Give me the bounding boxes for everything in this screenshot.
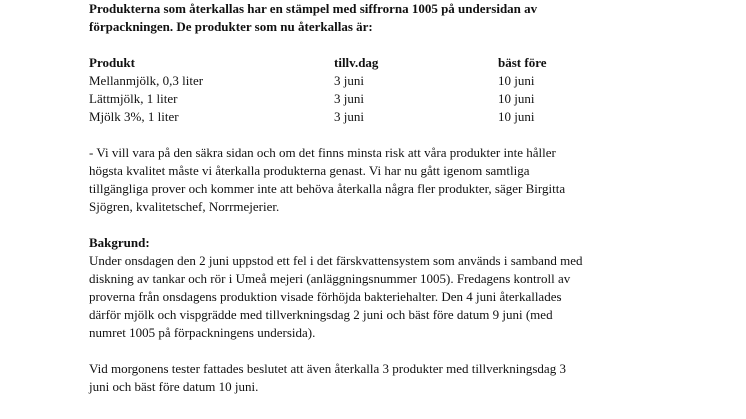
product-name-cell: Lättmjölk, 1 liter — [89, 91, 178, 106]
table-row — [89, 90, 618, 108]
quote-paragraph — [89, 144, 719, 216]
background-line: Under onsdagen den 2 juni uppstod ett fel i det färskvattensystem som används i samband med — [89, 253, 583, 268]
best-before-cell: 10 juni — [498, 109, 535, 124]
column-header-production-date: tillv.dag — [334, 55, 379, 70]
recalled-products-table — [89, 54, 618, 126]
background-line: numret 1005 på förpackningens undersida). — [89, 325, 316, 340]
quote-line: - Vi vill vara på den säkra sidan och om det finns minsta risk att våra produkter inte håller — [89, 145, 556, 160]
background-line: proverna från onsdagens produktion visade förhöjda bakteriehalter. Den 4 juni återkallades — [89, 289, 562, 304]
background-line: diskning av tankar och rör i Umeå mejeri (anläggningsnummer 1005). Fredagens kontroll av — [89, 271, 571, 286]
table-row — [89, 108, 618, 126]
quote-line: Sjögren, kvalitetschef, Norrmejerier. — [89, 199, 280, 214]
background-paragraph — [89, 252, 719, 342]
production-date-cell: 3 juni — [334, 73, 364, 88]
quote-line: högsta kvalitet måste vi återkalla produkterna genast. Vi har nu gått igenom samtliga — [89, 163, 530, 178]
quote-line: tillgängliga prover och kommer inte att behöva återkalla några fler produkter, säger Birgitta — [89, 181, 566, 196]
product-name-cell: Mjölk 3%, 1 liter — [89, 109, 179, 124]
best-before-cell: 10 juni — [498, 73, 535, 88]
document-body — [89, 0, 719, 396]
best-before-cell: 10 juni — [498, 91, 535, 106]
column-header-best-before: bäst före — [498, 55, 547, 70]
intro-paragraph — [89, 0, 719, 36]
background-heading: Bakgrund: — [89, 235, 150, 250]
table-header-row — [89, 54, 618, 72]
production-date-cell: 3 juni — [334, 91, 364, 106]
column-header-product: Produkt — [89, 55, 135, 70]
background-line: därför mjölk och vispgrädde med tillverkningsdag 2 juni och bäst före datum 9 juni (med — [89, 307, 553, 322]
closing-line: Vid morgonens tester fattades beslutet att även återkalla 3 produkter med tillverkningsdag 3 — [89, 361, 566, 376]
closing-line: juni och bäst före datum 10 juni. — [89, 379, 259, 394]
intro-line: Produkterna som återkallas har en stämpel med siffrorna 1005 på undersidan av — [89, 1, 538, 16]
product-name-cell: Mellanmjölk, 0,3 liter — [89, 73, 204, 88]
closing-paragraph — [89, 360, 719, 396]
table-row — [89, 72, 618, 90]
production-date-cell: 3 juni — [334, 109, 364, 124]
intro-line: förpackningen. De produkter som nu återkallas är: — [89, 19, 373, 34]
